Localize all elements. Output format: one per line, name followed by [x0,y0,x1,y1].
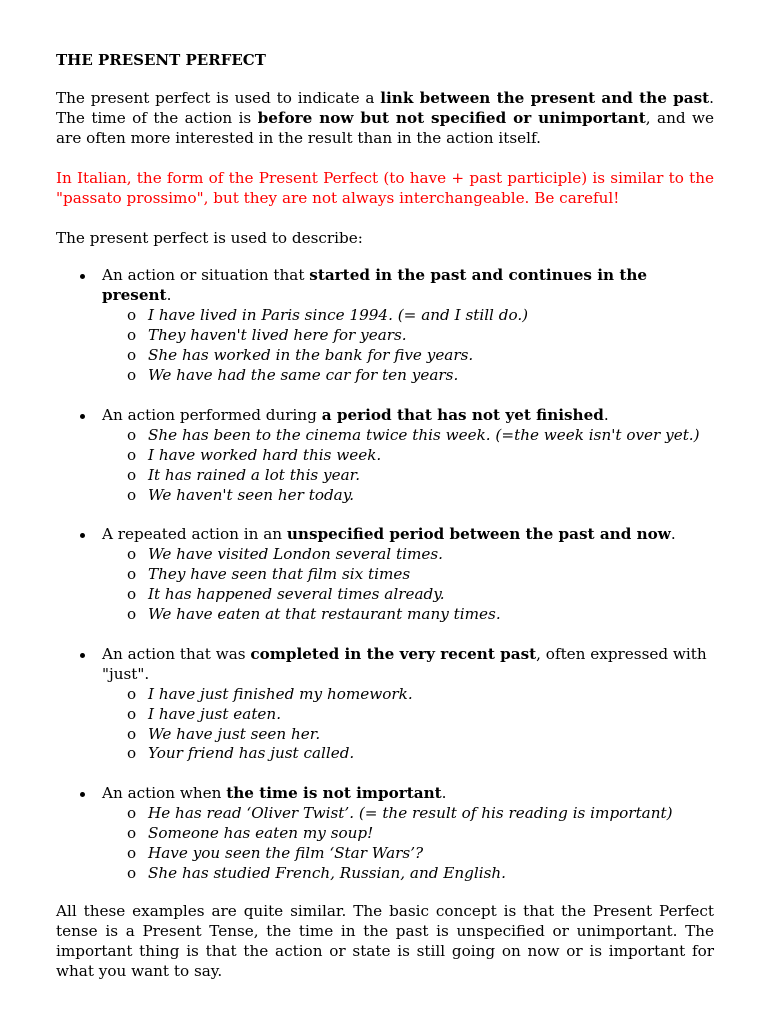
example-text: Your friend has just called. [148,744,355,763]
bullet-text-pre: An action performed during [102,405,322,424]
circle-bullet-icon: o [127,844,137,863]
example-item [56,605,714,625]
document-page [56,48,714,982]
example-text: I have just finished my homework. [148,684,413,703]
example-text: I have lived in Paris since 1994. (= and I still do.) [148,306,529,325]
bullet-text-pre: An action when [102,784,227,803]
example-item [56,804,714,824]
circle-bullet-icon: o [127,346,137,365]
bullet-text-bold: a period that has not yet finished [321,405,604,424]
example-text: They haven't lived here for years. [148,326,407,345]
example-text: We have visited London several times. [148,545,443,564]
example-item [56,366,714,386]
example-item [56,426,714,446]
usage-section [56,784,714,884]
circle-bullet-icon: o [127,565,137,584]
bullet-text-bold: the time is not important [226,784,442,803]
italian-note: In Italian, the form of the Present Perfect (to have + past participle) is similar to the "passato prossimo", but they are not always interchangeable. Be careful! [56,168,714,207]
circle-bullet-icon: o [127,704,137,723]
circle-bullet-icon: o [127,824,137,843]
usage-bullet [56,266,714,306]
usage-bullet [56,525,714,545]
bullet-text-pre: A repeated action in an [102,525,287,544]
example-list [56,426,714,506]
example-text: I have worked hard this week. [148,445,382,464]
bullet-text-post: . [441,784,447,803]
example-text: She has studied French, Russian, and English. [148,864,507,882]
example-item [56,685,714,705]
example-item [56,306,714,326]
example-item [56,545,714,565]
usage-bullet [56,645,714,685]
example-list [56,685,714,765]
circle-bullet-icon: o [127,445,137,464]
example-item [56,725,714,745]
bullet-icon [80,533,85,538]
bullet-text-pre: An action that was [102,644,251,663]
example-text: She has worked in the bank for five years. [148,346,474,365]
intro-paragraph [56,89,714,149]
example-item [56,565,714,585]
page-title: THE PRESENT PERFECT [56,51,266,69]
example-item [56,486,714,506]
usage-bullet [56,784,714,804]
example-item [56,346,714,366]
example-text: Have you seen the film ‘Star Wars’? [148,844,424,863]
example-item [56,844,714,864]
usage-section [56,645,714,764]
circle-bullet-icon: o [127,605,137,624]
example-text: Someone has eaten my soup! [148,824,374,843]
circle-bullet-icon: o [127,365,137,384]
example-text: He has read ‘Oliver Twist’. (= the result of his reading is important) [148,804,673,823]
example-text: It has happened several times already. [148,585,445,604]
bullet-text-bold: unspecified period between the past and now [286,525,671,544]
example-item [56,585,714,605]
bullet-text-post: . [670,525,676,544]
intro-text-1: The present perfect is used to indicate a [56,89,381,107]
intro-bold-2: before now but not specified or unimportant [257,108,646,127]
bullet-text-post: . [603,405,609,424]
example-text: We have eaten at that restaurant many times. [148,605,501,624]
example-list [56,804,714,884]
example-item [56,446,714,466]
example-item [56,744,714,764]
circle-bullet-icon: o [127,804,137,823]
usage-section [56,525,714,625]
example-text: It has rained a lot this year. [148,465,361,484]
usage-bullet [56,406,714,426]
circle-bullet-icon: o [127,864,137,882]
closing-paragraph: All these examples are quite similar. The basic concept is that the Present Perfect tense is a Present Tense, the time in the past is unspecified or unimportant. The important thing is that the action or state is still going on now or is important for what you want to say. [56,901,714,980]
circle-bullet-icon: o [127,425,137,444]
circle-bullet-icon: o [127,326,137,345]
describe-intro: The present perfect is used to describe: [56,228,363,247]
example-text: They have seen that film six times [148,565,411,584]
example-list [56,545,714,625]
example-item [56,864,714,884]
bullet-icon [80,414,85,419]
circle-bullet-icon: o [127,684,137,703]
intro-text-3: , and we are often more interested in the result than in the action itself. [56,108,715,147]
circle-bullet-icon: o [127,724,137,743]
intro-text-2: . The time of the action is [56,89,714,127]
example-text: We have had the same car for ten years. [148,365,459,384]
bullet-icon [80,653,85,658]
example-item [56,824,714,844]
circle-bullet-icon: o [127,465,137,484]
circle-bullet-icon: o [127,545,137,564]
bullet-text-bold: completed in the very recent past [250,644,537,663]
example-text: We have just seen her. [148,724,321,743]
example-item [56,705,714,725]
circle-bullet-icon: o [127,744,137,763]
bullet-icon [80,274,85,279]
example-text: I have just eaten. [148,704,282,723]
example-text: She has been to the cinema twice this week. (=the week isn't over yet.) [148,425,700,444]
circle-bullet-icon: o [127,585,137,604]
example-list [56,306,714,386]
circle-bullet-icon: o [127,485,137,504]
bullet-text-pre: An action or situation that [102,266,310,285]
bullet-text-post: , often expressed with "just". [102,644,707,683]
intro-bold-1: link between the present and the past [380,89,710,107]
example-text: We haven't seen her today. [148,485,355,504]
bullet-text-bold: started in the past and continues in the present [102,266,648,305]
bullet-icon [80,792,85,797]
usage-section [56,266,714,385]
usage-section [56,406,714,506]
bullet-text-post: . [166,286,172,305]
example-item [56,466,714,486]
example-item [56,326,714,346]
circle-bullet-icon: o [127,306,137,325]
